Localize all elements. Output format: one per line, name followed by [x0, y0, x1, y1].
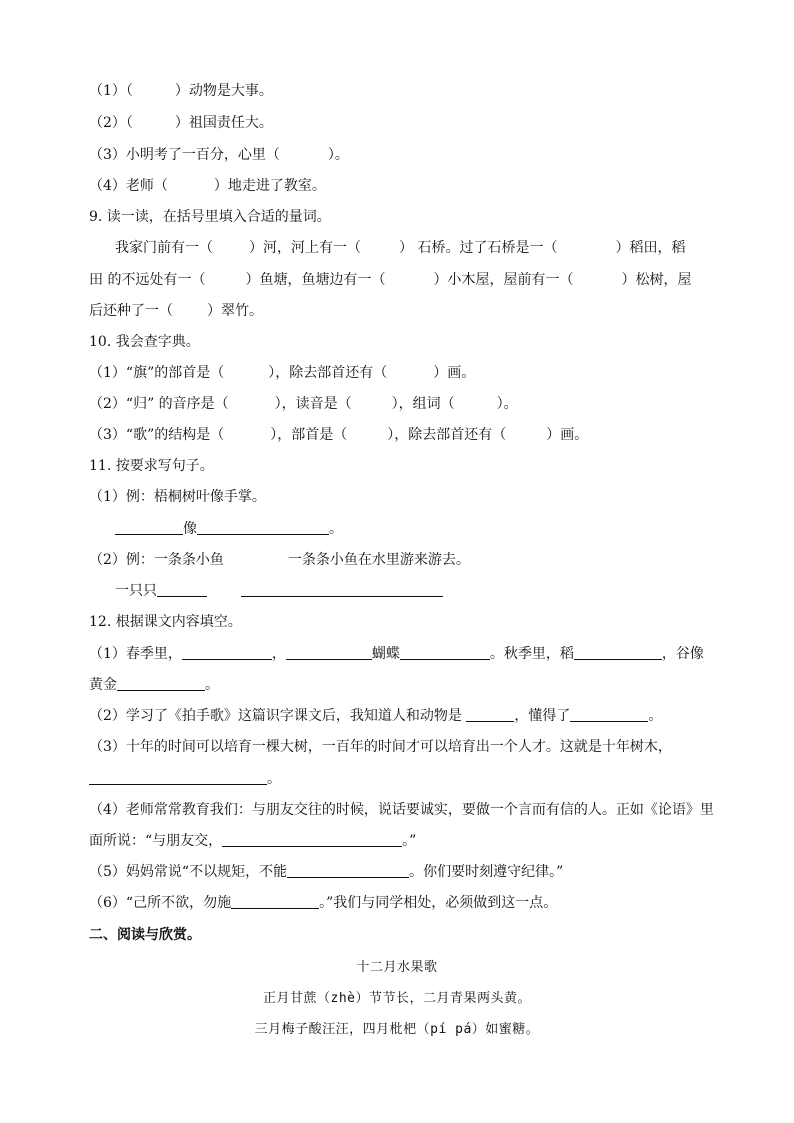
q12-line-2: 黄金 。	[89, 677, 219, 693]
q12-title: 12. 根据课文内容填空。	[89, 614, 242, 630]
q10-line-2: （2）“归” 的音序是（ ），读音是（ ），组词（ ）。	[89, 396, 518, 412]
poem-line-2: 三月梅子酸汪汪，四月枇杷（pí pá）如蜜糖。	[254, 1022, 540, 1037]
section-2-heading: 二、阅读与欣赏。	[89, 927, 201, 943]
q12-line-9: （6）“己所不欲，勿施 。”我们与同学相处，必须做到这一点。	[89, 895, 558, 911]
q12-line-1: （1）春季里， ， 蝴蝶 。秋季里，稻 ，谷像	[89, 646, 704, 662]
q11-example-1: （1）例：梧桐树叶像手掌。	[89, 489, 266, 505]
q12-line-8: （5）妈妈常说“不以规矩，不能 。你们要时刻遵守纪律。”	[89, 864, 564, 880]
poem-title: 十二月水果歌	[356, 960, 438, 975]
q8-item-3: （3）小明考了一百分，心里（ ）。	[89, 147, 349, 163]
q12-line-6: （4）老师常常教育我们：与朋友交往的时候，说话要诚实，要做一个言而有信的人。正如《论语》里	[89, 802, 714, 818]
q10-line-1: （1）“旗”的部首是（ ），除去部首还有（ ）画。	[89, 365, 476, 381]
q9-line-1: 我家门前有一（ ）河，河上有一（ ） 石桥。过了石桥是一（ ）稻田，稻	[115, 240, 686, 256]
q11-example-2: （2）例：一条条小鱼 一条条小鱼在水里游来游去。	[89, 552, 470, 568]
q8-item-2: （2）（ ）祖国责任大。	[89, 115, 273, 131]
q9-line-3: 后还种了一（ ）翠竹。	[89, 303, 263, 319]
q12-line-5: 。	[89, 769, 281, 789]
q9-title: 9. 读一读，在括号里填入合适的量词。	[89, 209, 331, 225]
q8-item-4: （4）老师（ ）地走进了教室。	[89, 178, 326, 194]
q10-title: 10. 我会查字典。	[89, 334, 200, 350]
q10-line-3: （3）“歌”的结构是（ ），部首是（ ），除去部首还有（ ）画。	[89, 427, 589, 443]
q11-title: 11. 按要求写句子。	[89, 458, 214, 474]
q8-item-1: （1）（ ）动物是大事。	[89, 83, 273, 99]
poem-line-1: 正月甘蔗（zhè）节节长，二月青果两头黄。	[263, 991, 531, 1006]
q12-line-7: 面所说：“与朋友交， 。”	[89, 833, 417, 849]
q9-line-2: 田 的不远处有一（ ）鱼塘，鱼塘边有一（ ）小木屋，屋前有一（ ）松树，屋	[89, 272, 692, 288]
q11-answer-2: 一只只	[115, 581, 443, 601]
q12-line-4: （3）十年的时间可以培育一棵大树，一百年的时间才可以培育出一个人才。这就是十年树木，	[89, 739, 672, 755]
q11-answer-1: 像 。	[115, 519, 343, 539]
q12-line-3: （2）学习了《拍手歌》这篇识字课文后，我知道人和动物是 ，懂得了 。	[89, 708, 663, 724]
